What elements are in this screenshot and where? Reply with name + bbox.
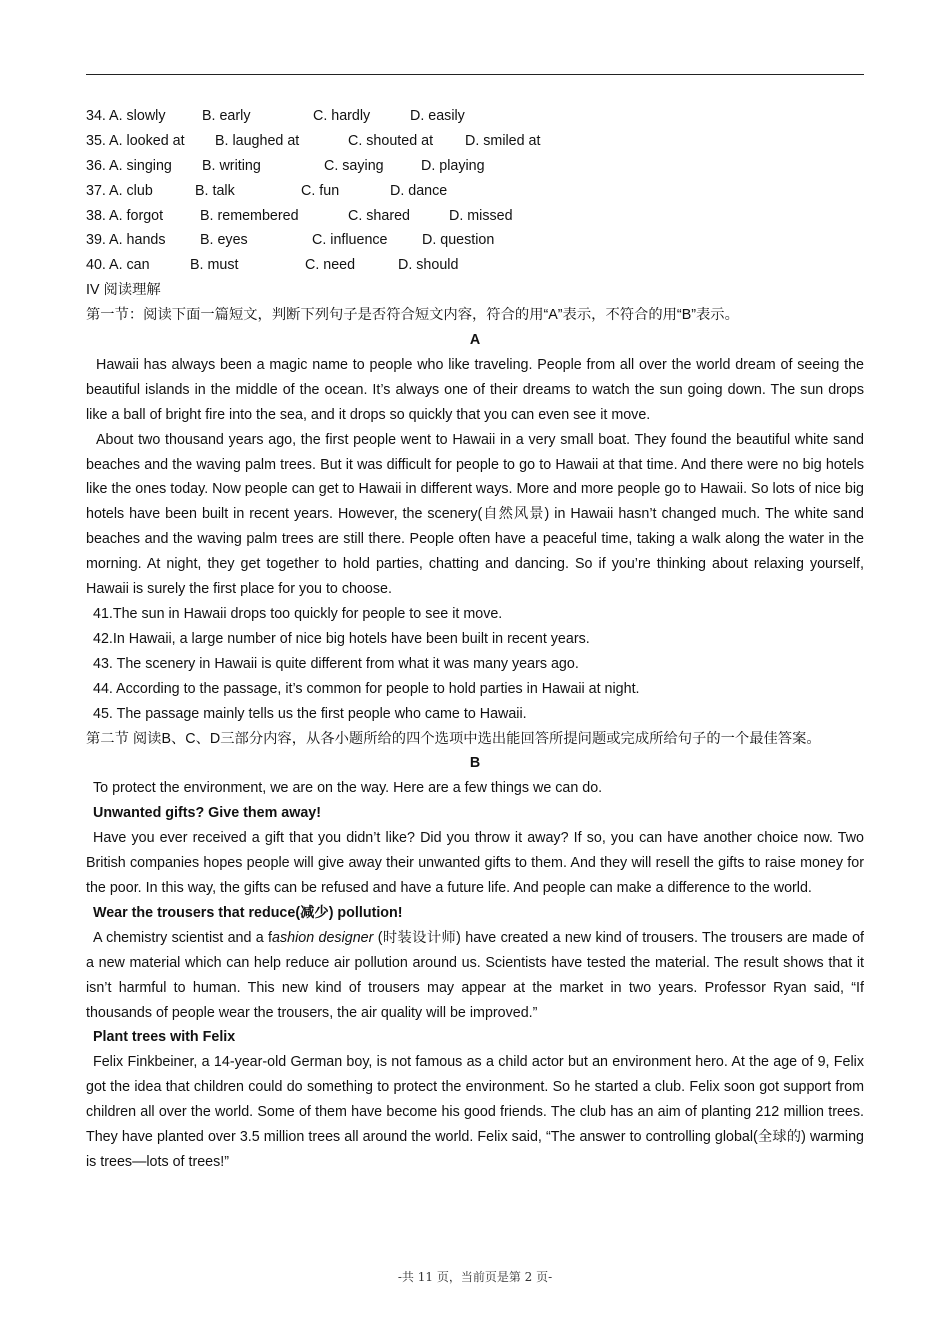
page-footer: -共 11 页，当前页是第 2 页-	[397, 1270, 553, 1284]
question-42: 42.In Hawaii, a large number of nice big hotels have been built in recent years.	[93, 630, 590, 647]
question-45: 45. The passage mainly tells us the first people who came to Hawaii.	[93, 705, 527, 722]
option-a: 39. A. hands	[86, 232, 166, 249]
question-41: 41.The sun in Hawaii drops too quickly for people to see it move.	[93, 606, 503, 623]
option-c: C. shouted at	[348, 132, 434, 149]
option-row-40	[86, 253, 864, 278]
option-row-35	[86, 129, 864, 154]
option-a: 40. A. can	[86, 257, 150, 274]
passage-b-label: B	[469, 755, 481, 772]
heading-unwanted-gifts: Unwanted gifts? Give them away!	[93, 805, 321, 822]
passage-a-label: A	[469, 332, 481, 349]
question-list	[86, 602, 864, 727]
option-b: B. writing	[202, 157, 261, 174]
option-c: C. need	[305, 257, 356, 274]
option-d: D. missed	[449, 207, 513, 224]
passage-b-paragraph-1: Have you ever received a gift that you didn’t like? Did you throw it away? If so, you can have another choice now. Two British companies hopes people will give away their unwanted gifts to them. And they will resell the gifts to raise money for the poor. In this way, the gifts can be refused and have a future life. And people can make a difference to the world.	[86, 830, 864, 896]
option-d: D. question	[422, 232, 495, 249]
heading-trousers: Wear the trousers that reduce(减少) pollution!	[93, 904, 403, 921]
option-b: B. laughed at	[215, 132, 300, 149]
option-row-36	[86, 154, 864, 179]
option-b: B. remembered	[200, 207, 299, 224]
option-d: D. should	[398, 257, 459, 274]
option-b: B. must	[190, 257, 239, 274]
option-d: D. playing	[421, 157, 485, 174]
part2-instructions: 第二节 阅读B、C、D三部分内容，从各小题所给的四个选项中选出能回答所提问题或完成所给句子的一个最佳答案。	[86, 730, 821, 747]
option-row-34	[86, 104, 864, 129]
option-a: 36. A. singing	[86, 157, 172, 174]
section-heading: IV 阅读理解	[86, 282, 161, 299]
option-d: D. smiled at	[465, 132, 541, 149]
option-a: 35. A. looked at	[86, 132, 185, 149]
option-a: 34. A. slowly	[86, 108, 166, 124]
passage-a-paragraph-2: About two thousand years ago, the first people went to Hawaii in a very small boat. They found the beautiful white sand beaches and the waving palm trees. But it was difficult for people to go to Hawaii at that time. And there were no big hotels like the ones today. Now people can get to Hawaii in different ways. More and more people go to Hawaii. So lots of nice big hotels have been built in recent years. However, the scenery(自然风景) in Hawaii hasn’t changed much. The white sand beaches and the waving palm trees are still there. People often have a peaceful time, taking a walk along the water in the morning. At night, they get together to hold parties, chatting and dancing. So if you’re thinking about relaxing yourself, Hawaii is surely the first place for you to choose.	[86, 431, 864, 598]
part1-instructions: 第一节：阅读下面一篇短文，判断下列句子是否符合短文内容，符合的用“A”表示，不符合的用“B”表示。	[86, 307, 739, 324]
option-c: C. shared	[348, 207, 410, 224]
passage-b-paragraph-3: Felix Finkbeiner, a 14-year-old German boy, is not famous as a child actor but an environment hero. At the age of 9, Felix got the idea that children could do something to protect the environment. So he started a club. Felix soon got support from children all over the world. Some of them have become his good friends. The club has an aim of planting 212 million trees. They have planted over 3.5 million trees all around the world. Felix said, “The answer to controlling global(全球的) warming is trees—lots of trees!”	[86, 1054, 864, 1170]
option-row-39	[86, 228, 864, 253]
option-a: 37. A. club	[86, 182, 153, 199]
option-d: D. dance	[390, 182, 448, 199]
question-43: 43. The scenery in Hawaii is quite different from what it was many years ago.	[93, 655, 579, 672]
option-c: C. saying	[324, 157, 384, 174]
passage-b-paragraph-2	[86, 926, 864, 1026]
option-list	[86, 104, 864, 278]
passage-b-intro: To protect the environment, we are on the way. Here are a few things we can do.	[93, 780, 603, 797]
heading-plant-trees: Plant trees with Felix	[93, 1029, 236, 1046]
passage-a-paragraph-1: Hawaii has always been a magic name to people who like traveling. People from all over the world dream of seeing the beautiful islands in the middle of the ocean. It’s always one of their dreams to watch the sun going down. The sun drops like a ball of bright fire into the sea, and it drops so quickly that you can even see it move.	[86, 356, 864, 423]
fashion-designer-term: ashion designer	[272, 929, 374, 946]
header-rule	[86, 74, 864, 75]
option-b: B. talk	[195, 182, 235, 199]
question-44: 44. According to the passage, it’s common for people to hold parties in Hawaii at night.	[93, 680, 640, 697]
paragraph-2-rest: (时装设计师) have created a new kind of trousers. The trousers are made of a new material which can help reduce air pollution around us. Scientists have tested the material. The result shows that it isn’t harmful to human. This new kind of trousers may appear at the market in two years. Professor Ryan said, “If thousands of people wear the trousers, the air quality will be improved.”	[86, 929, 864, 1021]
option-c: C. fun	[301, 182, 340, 199]
paragraph-2-start: A chemistry scientist and a f	[93, 929, 273, 946]
page-content	[86, 104, 864, 1175]
option-a: 38. A. forgot	[86, 207, 164, 224]
option-b: B. eyes	[200, 232, 248, 249]
option-b: B. early	[202, 108, 251, 124]
option-c: C. influence	[312, 232, 388, 249]
option-c: C. hardly	[313, 108, 371, 124]
option-d: D. easily	[410, 108, 465, 124]
option-row-38	[86, 204, 864, 229]
option-row-37	[86, 179, 864, 204]
